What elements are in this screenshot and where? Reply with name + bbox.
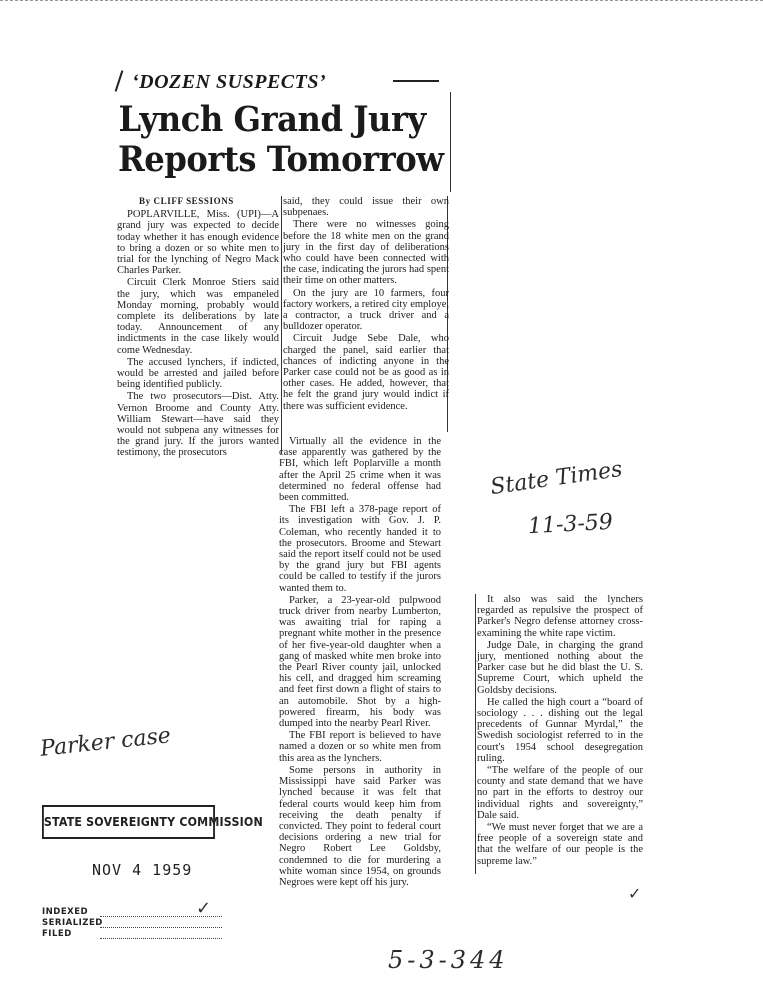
paragraph: Circuit Clerk Monroe Stiers said the jury, which was empaneled Monday morning, probably would complete its deliberations by late today. Announcement of any indictments in the case likely would come Wednesday. bbox=[117, 277, 279, 356]
kicker-mark bbox=[115, 70, 124, 92]
paragraph: The FBI report is believed to have named a dozen or so white men from this area as the lynchers. bbox=[279, 730, 441, 764]
handwritten-source-date: 11-3-59 bbox=[527, 509, 614, 540]
paragraph: Parker, a 23-year-old pulpwood truck driver from nearby Lumberton, was awaiting trial for raping a pregnant white mother in the presence of her five-year-old daughter when a gang of masked white men broke into the Pearl River county jail, unlocked his cell, and dragged him screaming and feet first down a flight of stairs to an automobile. Shot by a high-powered firearm, his body was dumped into the nearby Pearl River. bbox=[279, 594, 441, 730]
headline bbox=[118, 99, 444, 180]
stamp-date: NOV 4 1959 bbox=[92, 861, 193, 879]
paragraph: It also was said the lynchers regarded as repulsive the prospect of Parker's Negro defense attorney cross-examining the white rape victim. bbox=[477, 594, 643, 639]
stamp-line-indexed bbox=[42, 907, 88, 917]
scan-edge bbox=[0, 0, 763, 5]
byline: By CLIFF SESSIONS bbox=[139, 196, 234, 206]
stamp-title: STATE SOVEREIGNTY COMMISSION bbox=[42, 805, 215, 839]
kicker-rule bbox=[393, 80, 439, 82]
article-column-3 bbox=[279, 436, 441, 889]
paragraph: POPLARVILLE, Miss. (UPI)—A grand jury was expected to decide today whether it has enough evidence to bring a dozen or so white men to trial for the lynching of Negro Mack Charles Parker. bbox=[117, 209, 279, 277]
stamp-line-serialized bbox=[42, 918, 103, 928]
kicker-label: ‘DOZEN SUSPECTS’ bbox=[132, 71, 327, 93]
commission-stamp bbox=[42, 805, 263, 945]
stamp-line-filed bbox=[42, 929, 72, 939]
stamp-line-label: SERIALIZED bbox=[42, 918, 103, 928]
paragraph: There were no witnesses going before the 18 white men on the grand jury in the first day of deliberations who could have been connected with the case, indicating the jurors had spent their time on other matters. bbox=[283, 219, 449, 287]
headline-line-1: Lynch Grand Jury bbox=[118, 99, 426, 140]
paragraph: said, they could issue their own subpenaes. bbox=[283, 196, 449, 219]
stamp-dotted-line bbox=[100, 938, 222, 939]
headline-line-2: Reports Tomorrow bbox=[118, 139, 444, 180]
paragraph: Circuit Judge Sebe Dale, who charged the panel, said earlier that chances of indicting anyone in the Parker case could not be as good as in other cases. He added, however, that he felt the grand jury would indict if there was sufficient evidence. bbox=[283, 333, 449, 412]
article-column-2 bbox=[283, 196, 449, 413]
paragraph: The two prosecutors—Dist. Atty. Vernon Broome and County Atty. William Stewart—have said they would not subpena any witnesses for the grand jury. If the jurors wanted testimony, the prosecutors bbox=[117, 391, 279, 459]
checkmark-icon: ✓ bbox=[196, 898, 212, 919]
stamp-line-label: INDEXED bbox=[42, 907, 89, 917]
article-column-1 bbox=[117, 196, 279, 460]
column-rule bbox=[450, 92, 451, 192]
column-rule bbox=[475, 594, 476, 874]
paragraph: The accused lynchers, if indicted, would be arrested and jailed before being identified publicly. bbox=[117, 356, 279, 391]
handwritten-file-number: 5-3-344 bbox=[388, 946, 509, 974]
paragraph: Judge Dale, in charging the grand jury, mentioned nothing about the Parker case but he did blast the U. S. Supreme Court, which upheld the Goldsby decisions. bbox=[477, 639, 643, 696]
kicker bbox=[118, 66, 448, 96]
paragraph: On the jury are 10 farmers, four factory workers, a retired city employe, a contractor, a truck driver and a bulldozer operator. bbox=[283, 287, 449, 333]
stamp-dotted-line bbox=[100, 927, 222, 928]
stamp-line-label: FILED bbox=[42, 929, 72, 939]
article-column-4 bbox=[477, 594, 643, 868]
paragraph: The FBI left a 378-page report of its investigation with Gov. J. P. Coleman, who recently handed it to the prosecutors. Broome and Stewart said the report itself could not be used by the grand jury but FBI agents could be called to testify if the jurors wanted them to. bbox=[279, 504, 441, 594]
handwritten-source-paper: State Times bbox=[488, 456, 624, 501]
paragraph: “We must never forget that we are a free people of a sovereign state and that the welfare of our people is the supreme law.” bbox=[477, 822, 643, 867]
paragraph: Some persons in authority in Mississippi have said Parker was lynched because it was felt that federal courts would keep him from receiving the death penalty if convicted. They point to federal court decisions ordering a new trial for Negro Robert Lee Goldsby, condemned to die for murdering a white woman since 1954, on grounds Negroes were kept off his jury. bbox=[279, 764, 441, 888]
paragraph: He called the high court a “board of sociology . . . dishing out the legal precedents of Gunnar Myrdal,” the Swedish sociologist referred to in the court's 1954 school desegregation ruling. bbox=[477, 696, 643, 764]
handwritten-case-note: Parker case bbox=[39, 723, 173, 762]
checkmark-icon: ✓ bbox=[628, 884, 642, 903]
column-rule bbox=[281, 196, 282, 454]
paragraph: Virtually all the evidence in the case apparently was gathered by the FBI, which left Poplarville a month after the April 25 crime when it was determined no federal offense had been committed. bbox=[279, 436, 441, 504]
paragraph: “The welfare of the people of our county and state demand that we have no part in the efforts to destroy our individual rights and sovereignty,” Dale said. bbox=[477, 765, 643, 821]
